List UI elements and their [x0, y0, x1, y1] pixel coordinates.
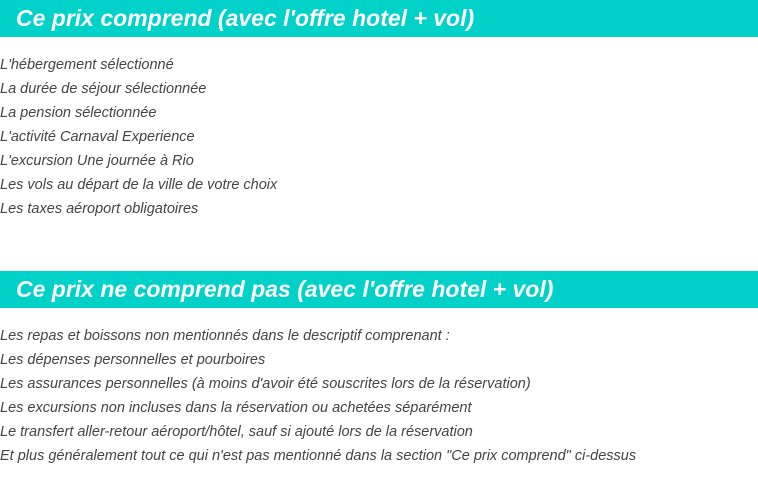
included-item: L'excursion Une journée à Rio: [0, 153, 194, 169]
included-item: La durée de séjour sélectionnée: [0, 81, 207, 97]
excluded-section-title: Ce prix ne comprend pas (avec l'offre hotel + vol): [0, 271, 758, 308]
excluded-item: Les repas et boissons non mentionnés dans le descriptif comprenant :: [0, 328, 450, 344]
excluded-item: Les assurances personnelles (à moins d'avoir été souscrites lors de la réservation): [0, 376, 531, 392]
excluded-item: Et plus généralement tout ce qui n'est pas mentionné dans la section "Ce prix comprend" ci-dessus: [0, 448, 637, 464]
excluded-item: Les excursions non incluses dans la réservation ou achetées séparément: [0, 400, 472, 416]
included-item: L'activité Carnaval Experience: [0, 129, 195, 145]
included-item: Les vols au départ de la ville de votre choix: [0, 177, 278, 193]
included-item: La pension sélectionnée: [0, 105, 157, 121]
included-items-list: [0, 53, 277, 221]
included-item: L'hébergement sélectionné: [0, 57, 174, 73]
excluded-item: Le transfert aller-retour aéroport/hôtel, sauf si ajouté lors de la réservation: [0, 424, 473, 440]
excluded-item: Les dépenses personnelles et pourboires: [0, 352, 266, 368]
excluded-items-list: [0, 324, 636, 468]
included-section-title: Ce prix comprend (avec l'offre hotel + vol): [0, 0, 758, 37]
included-item: Les taxes aéroport obligatoires: [0, 201, 199, 217]
